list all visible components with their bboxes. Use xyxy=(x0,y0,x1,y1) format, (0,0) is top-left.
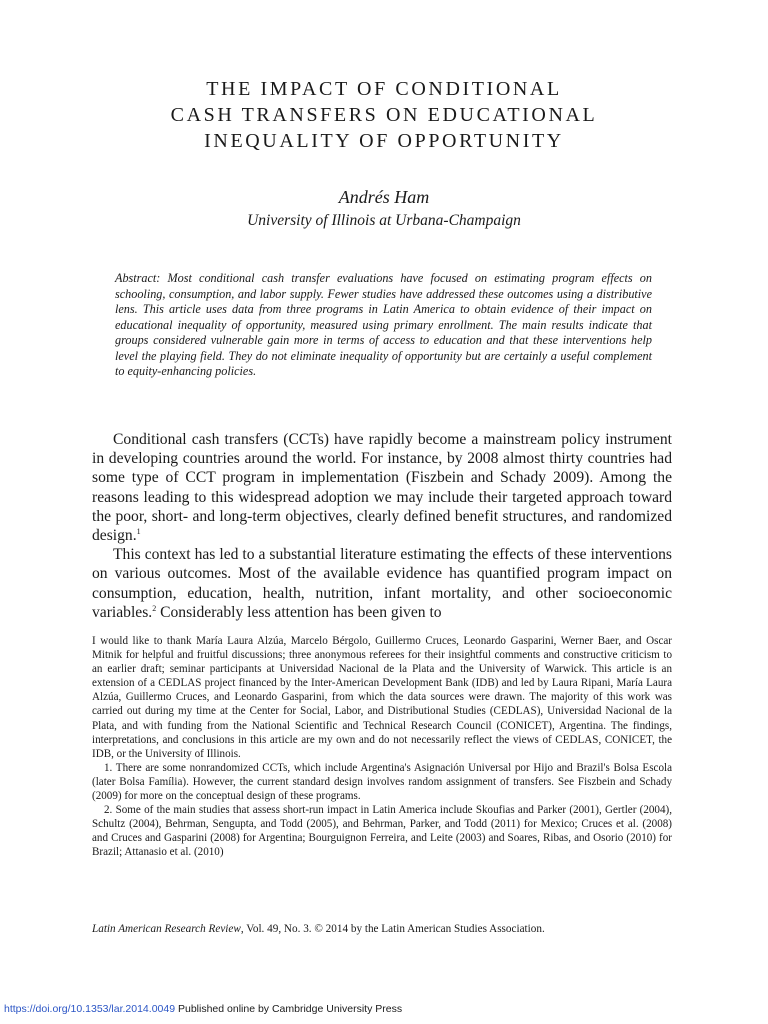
abstract: Abstract: Most conditional cash transfer evaluations have focused on estimating program effects on schooling, consumption, and labor supply. Fewer studies have addressed these outcomes using a distributive lens. This article uses data from three programs in Latin America to obtain evidence of their impact on educational inequality of opportunity, measured using primary enrollment. The main results indicate that groups considered vulnerable gain more in terms of access to education and that these interventions help level the playing field. They do not eliminate inequality of opportunity but are certainly a useful complement to equity-enhancing policies. xyxy=(115,271,652,378)
author-name: Andrés Ham xyxy=(338,187,430,207)
acknowledgments-note: I would like to thank María Laura Alzúa, Marcelo Bérgolo, Guillermo Cruces, Leonardo Gasparini, Werner Baer, and Oscar Mitnik for helpful and fruitful discussions; three anonymous referees for their insightful comments and constructive criticism to an earlier draft; seminar participants at Universidad Nacional de la Plata and the University of Warwick. This article is an extension of a CEDLAS project financed by the Inter-American Development Bank (IDB) and led by Laura Ripani, María Laura Alzúa, Guillermo Cruces, and Leonardo Gasparini, from which the data sources were drawn. The majority of this work was carried out during my time at the Center for Social, Labor, and Distributional Studies (CEDLAS), Universidad Nacional de la Plata, and with funding from the National Scientific and Technical Research Council (CONICET), Argentina. The findings, interpretations, and conclusions in this article are my own and do not necessarily reflect the views of CEDLAS, CONICET, the IDB, or the University of Illinois. xyxy=(92,635,672,760)
title-line-2: CASH TRANSFERS ON EDUCATIONAL xyxy=(170,104,598,126)
author-affiliation: University of Illinois at Urbana-Champaign xyxy=(247,212,521,229)
journal-details: , Vol. 49, No. 3. © 2014 by the Latin American Studies Association. xyxy=(240,923,545,935)
body-text xyxy=(92,430,672,622)
article-title xyxy=(0,76,768,154)
footnotes xyxy=(92,634,672,860)
doi-link[interactable]: https://doi.org/10.1353/lar.2014.0049 xyxy=(4,1003,176,1015)
footnote-ref-1[interactable]: 1 xyxy=(136,526,141,536)
title-line-3: INEQUALITY OF OPPORTUNITY xyxy=(204,130,564,152)
journal-citation xyxy=(92,922,672,936)
body-paragraph-1: Conditional cash transfers (CCTs) have rapidly become a mainstream policy instrument in developing countries around the world. For instance, by 2008 almost thirty countries had some type of CCT program in implementation (Fiszbein and Schady 2009). Among the reasons leading to this widespread adoption we may include their targeted approach toward the poor, short- and long-term objectives, clearly defined benefit structures, and randomized design.$^1$ xyxy=(92,431,672,545)
footnote-ref-2[interactable]: 2 xyxy=(152,603,157,613)
doi-publisher-note: Published online by Cambridge University Press xyxy=(175,1003,403,1015)
journal-name: Latin American Research Review xyxy=(92,923,241,935)
doi-footer xyxy=(4,1003,402,1016)
title-line-1: THE IMPACT OF CONDITIONAL xyxy=(206,78,562,100)
body-paragraph-2: This context has led to a substantial literature estimating the effects of these interventions on various outcomes. Most of the available evidence has quantified program impact on consumption, education, health, nutrition, infant mortality, and other socioeconomic variables.$^2$ Considerably less attention has been given to xyxy=(92,546,672,621)
footnote-1: 1. There are some nonrandomized CCTs, which include Argentina's Asignación Universal por Hijo and Brazil's Bolsa Escola (later Bolsa Família). However, the current standard design involves random assignment of transfers. See Fiszbein and Schady (2009) for more on the conceptual design of these programs. xyxy=(92,761,672,803)
footnote-2: 2. Some of the main studies that assess short-run impact in Latin America include Skoufias and Parker (2001), Gertler (2004), Schultz (2004), Behrman, Sengupta, and Todd (2005), and Behrman, Parker, and Todd (2011) for Mexico; Cruces et al. (2008) and Cruces and Gasparini (2008) for Argentina; Bourguignon Ferreira, and Leite (2003) and Soares, Ribas, and Osorio (2010) for Brazil; Attanasio et al. (2010) xyxy=(92,804,672,859)
